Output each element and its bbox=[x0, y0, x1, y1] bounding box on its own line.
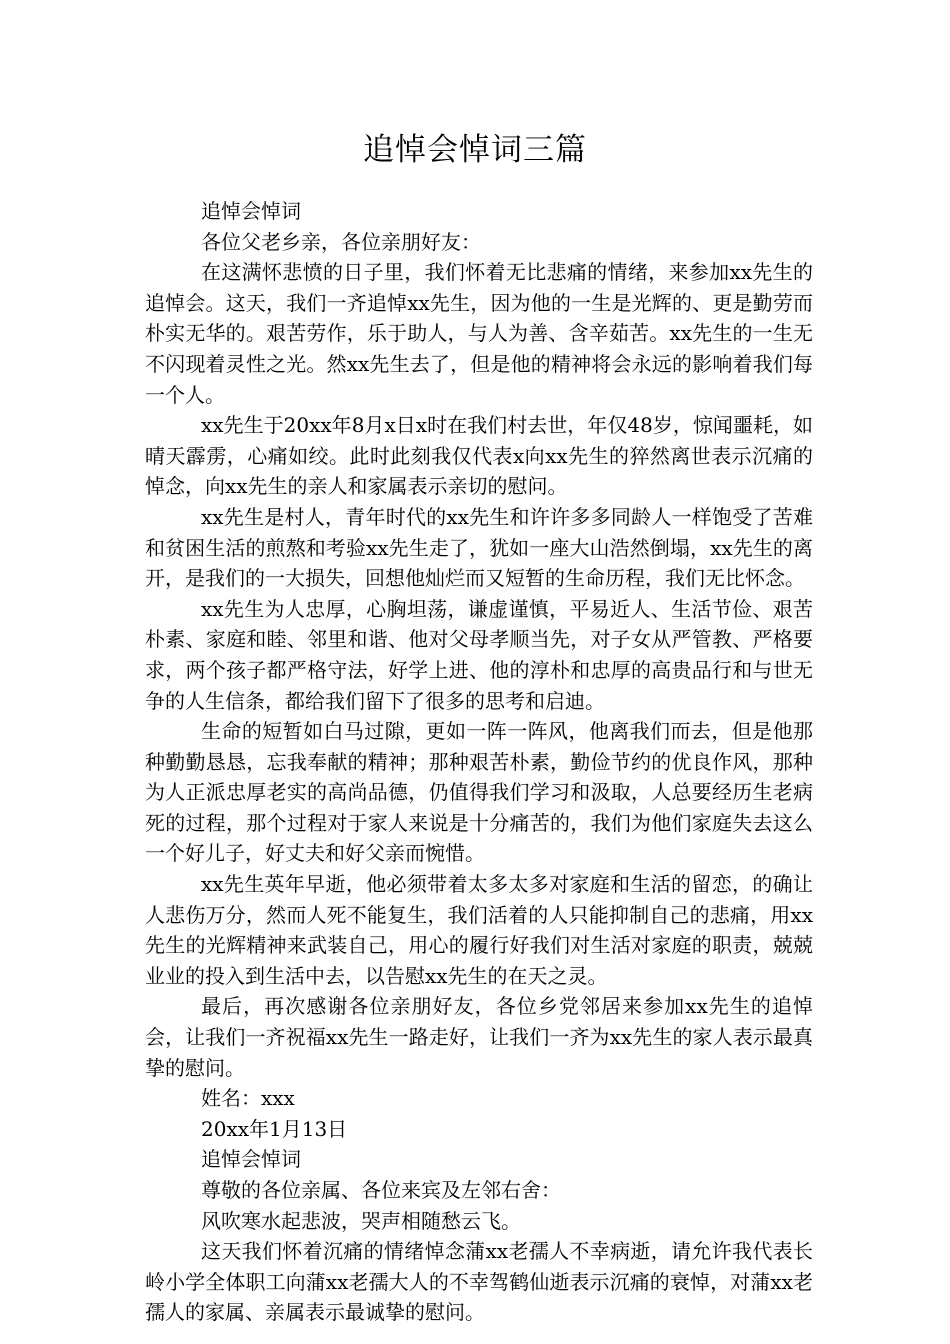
paragraph: 生命的短暂如白马过隙，更如一阵一阵风，他离我们而去，但是他那种勤勤恳恳，忘我奉献的精神；那种艰苦朴素，勤俭节约的优良作风，那种为人正派忠厚老实的高尚品德，仍值得我们学习和汲取，人总要经历生老病死的过程，那个过程对于家人来说是十分痛苦的，我们为他们家庭失去这么一个好儿子，好丈夫和好父亲而惋惜。 bbox=[145, 719, 813, 866]
document-title: 追悼会悼词三篇 bbox=[363, 132, 587, 168]
verse-line: 风吹寒水起悲波，哭声相随愁云飞。 bbox=[201, 1208, 521, 1233]
paragraph: 最后，再次感谢各位亲朋好友，各位乡党邻居来参加xx先生的追悼会，让我们一齐祝福xx先生一路走好，让我们一齐为xx先生的家人表示最真挚的慰问。 bbox=[145, 994, 813, 1080]
document-body bbox=[145, 196, 813, 1328]
paragraph: 在这满怀悲愤的日子里，我们怀着无比悲痛的情绪，来参加xx先生的追悼会。这天，我们一齐追悼xx先生，因为他的一生是光辉的、更是勤劳而朴实无华的。艰苦劳作，乐于助人，与人为善、含辛茹苦。xx先生的一生无不闪现着灵性之光。然xx先生去了，但是他的精神将会永远的影响着我们每一个人。 bbox=[145, 260, 813, 407]
signature-name: 姓名：xxx bbox=[201, 1086, 295, 1111]
paragraph: xx先生于20xx年8月x日x时在我们村去世，年仅48岁，惊闻噩耗，如晴天霹雳，心痛如绞。此时此刻我仅代表x向xx先生的猝然离世表示沉痛的悼念，向xx先生的亲人和家属表示亲切的慰问。 bbox=[145, 413, 813, 499]
salutation: 尊敬的各位亲属、各位来宾及左邻右舍： bbox=[201, 1178, 561, 1202]
paragraph: 这天我们怀着沉痛的情绪悼念蒲xx老孺人不幸病逝，请允许我代表长岭小学全体职工向蒲xx老孺大人的不幸驾鹤仙逝表示沉痛的衰悼，对蒲xx老孺人的家属、亲属表示最诚挚的慰问。 bbox=[145, 1239, 813, 1325]
section-heading: 追悼会悼词 bbox=[201, 1147, 301, 1172]
paragraph: xx先生英年早逝，他必须带着太多太多对家庭和生活的留恋，的确让人悲伤万分，然而人死不能复生，我们活着的人只能抑制自己的悲痛，用xx先生的光辉精神来武装自己，用心的履行好我们对生活对家庭的职责，兢兢业业的投入到生活中去，以告慰xx先生的在天之灵。 bbox=[145, 872, 813, 988]
section-heading: 追悼会悼词 bbox=[201, 199, 301, 223]
salutation: 各位父老乡亲，各位亲朋好友： bbox=[201, 229, 481, 254]
paragraph: xx先生是村人，青年时代的xx先生和许许多多同龄人一样饱受了苦难和贫困生活的煎熬和考验xx先生走了，犹如一座大山浩然倒塌，xx先生的离开，是我们的一大损失，回想他灿烂而又短暂的生命历程，我们无比怀念。 bbox=[145, 504, 813, 591]
signature-date: 20xx年1月13日 bbox=[201, 1116, 348, 1141]
paragraph: xx先生为人忠厚，心胸坦荡，谦虚谨慎，平易近人、生活节俭、艰苦朴素、家庭和睦、邻里和谐、他对父母孝顺当先，对子女从严管教、严格要求，两个孩子都严格守法，好学上进、他的淳朴和忠厚的高贵品行和与世无争的人生信条，都给我们留下了很多的思考和启迪。 bbox=[145, 596, 813, 713]
